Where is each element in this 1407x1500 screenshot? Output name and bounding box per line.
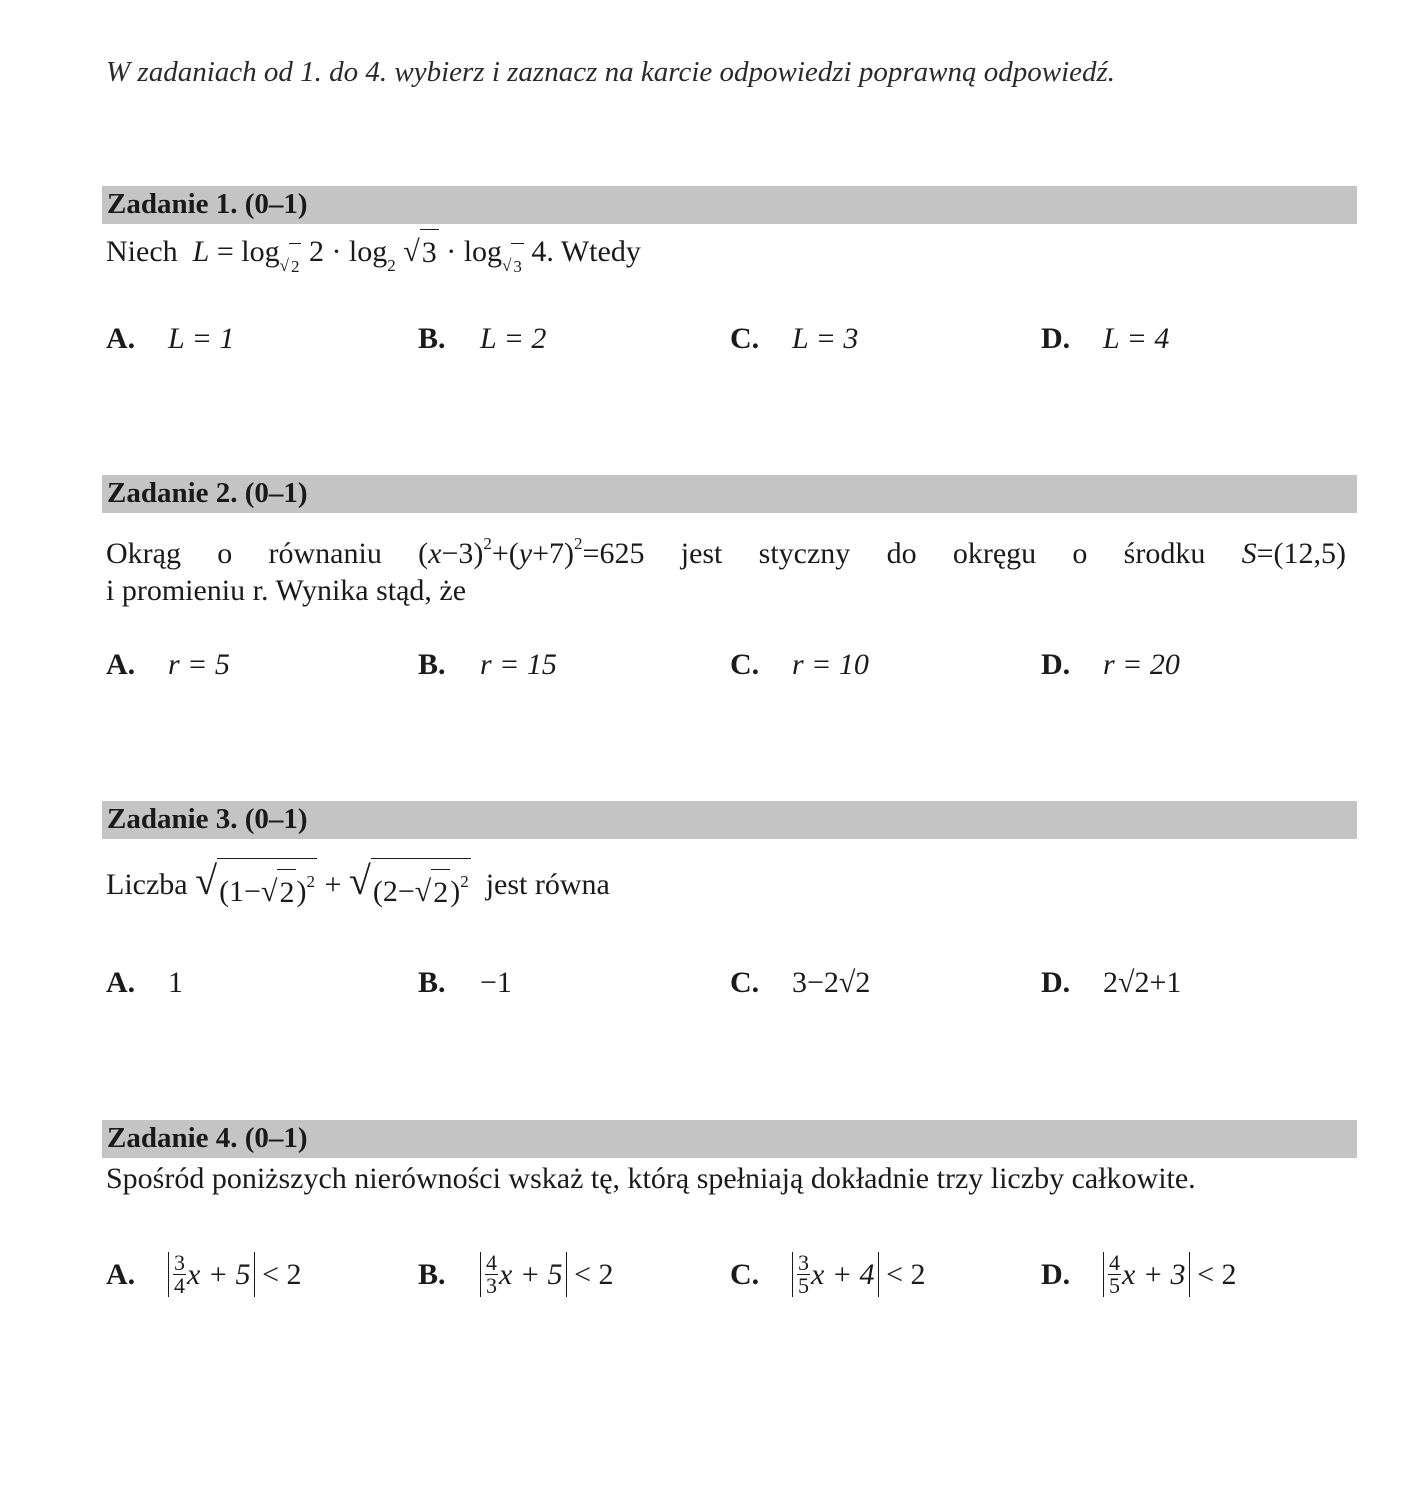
option-text: r = 5: [168, 648, 230, 681]
task-1-stem-prefix: Niech: [106, 235, 178, 268]
denominator: 3: [486, 1273, 497, 1298]
task-1-option-d[interactable]: [1041, 322, 1169, 356]
inequality-rhs: < 2: [262, 1257, 302, 1291]
task-2-circle-equation: $(x-3)^2+(y+7)^2=625$: [418, 534, 645, 570]
expression: x + 5: [499, 1257, 563, 1291]
option-letter: A.: [106, 966, 136, 999]
task-1-option-b[interactable]: [418, 322, 546, 356]
task-2-option-a[interactable]: [106, 648, 230, 682]
option-text: −1: [480, 966, 512, 999]
task-4-header: [102, 1120, 1357, 1158]
task-2-option-d[interactable]: [1041, 648, 1180, 682]
fraction: [485, 1252, 498, 1297]
option-text: 2√2+1: [1103, 966, 1182, 999]
task-4-option-c[interactable]: [730, 1252, 925, 1297]
option-letter: A.: [106, 322, 136, 355]
task-1-option-a[interactable]: [106, 322, 234, 356]
option-letter: D.: [1041, 322, 1071, 355]
task-4-option-a[interactable]: [106, 1252, 301, 1297]
numerator: 3: [798, 1250, 809, 1275]
fraction: [1108, 1252, 1121, 1297]
option-text: r = 15: [480, 648, 557, 681]
denominator: 4: [174, 1273, 185, 1298]
fraction: [173, 1252, 186, 1297]
task-2-option-b[interactable]: [418, 648, 557, 682]
task-2-header: [102, 475, 1357, 513]
option-letter: C.: [730, 322, 760, 355]
task-3-stem-suffix: jest równa: [485, 868, 610, 901]
option-text: r = 20: [1103, 648, 1180, 681]
task-2-stem-line-2: i promieniu r. Wynika stąd, że: [106, 574, 467, 607]
option-letter: B.: [418, 648, 446, 681]
task-3-expression: √ (1− √ 2 )$^2$ + √ (2− √ 2 )$^2$: [195, 868, 471, 901]
option-text: r = 10: [792, 648, 869, 681]
task-3-option-a[interactable]: [106, 966, 183, 1000]
task-3-stem-prefix: Liczba: [106, 868, 188, 901]
option-letter: B.: [418, 322, 446, 355]
inequality-rhs: < 2: [1197, 1257, 1237, 1291]
expression: x + 5: [187, 1257, 251, 1291]
option-letter: B.: [418, 966, 446, 999]
task-2-center-point: S=(12,5): [1241, 537, 1347, 570]
option-letter: A.: [106, 1257, 136, 1291]
denominator: 5: [798, 1273, 809, 1298]
numerator: 4: [486, 1250, 497, 1275]
task-3-stem: [106, 858, 610, 916]
task-3-option-c[interactable]: [730, 966, 870, 1000]
option-letter: C.: [730, 1257, 760, 1291]
task-2-stem-middle: jest styczny do okręgu o środku: [680, 537, 1206, 570]
task-3-header: [102, 801, 1357, 839]
task-1-stem: [106, 229, 641, 290]
absolute-value: [480, 1252, 567, 1297]
absolute-value: [1103, 1252, 1190, 1297]
expression: x + 4: [811, 1257, 875, 1291]
task-1-stem-suffix: . Wtedy: [546, 235, 641, 268]
task-3-option-b[interactable]: [418, 966, 512, 1000]
task-4-option-d[interactable]: [1041, 1252, 1236, 1297]
option-letter: D.: [1041, 966, 1071, 999]
option-letter: C.: [730, 648, 760, 681]
option-letter: D.: [1041, 648, 1071, 681]
task-4-stem: Spośród poniższych nierówności wskaż tę, którą spełniają dokładnie trzy liczby całkowite.: [106, 1162, 1196, 1195]
option-text: 3−2√2: [792, 966, 871, 999]
option-letter: A.: [106, 648, 136, 681]
inequality-rhs: < 2: [574, 1257, 614, 1291]
denominator: 5: [1109, 1273, 1120, 1298]
option-letter: D.: [1041, 1257, 1071, 1291]
task-1-formula: L = log $_{√ 2}$ $2 \cdot \log_2$ √ 3 · log $_{√ 3}$ 4: [193, 235, 547, 268]
absolute-value: [792, 1252, 879, 1297]
task-1-option-c[interactable]: [730, 322, 858, 356]
task-2-title: Zadanie 2. (0–1): [107, 477, 308, 509]
numerator: 4: [1109, 1250, 1120, 1275]
task-3-title: Zadanie 3. (0–1): [107, 803, 308, 835]
task-1-title: Zadanie 1. (0–1): [107, 188, 308, 220]
option-text: L = 1: [168, 322, 235, 355]
option-text: L = 2: [480, 322, 547, 355]
option-letter: B.: [418, 1257, 446, 1291]
task-4-option-b[interactable]: [418, 1252, 613, 1297]
inequality-rhs: < 2: [886, 1257, 926, 1291]
task-1-header: [102, 186, 1357, 224]
instructions: W zadaniach od 1. do 4. wybierz i zaznacz na karcie odpowiedzi poprawną odpowiedź.: [106, 56, 1116, 88]
option-text: 1: [168, 966, 183, 999]
option-letter: C.: [730, 966, 760, 999]
option-text: L = 4: [1103, 322, 1170, 355]
task-2-option-c[interactable]: [730, 648, 869, 682]
task-4-title: Zadanie 4. (0–1): [107, 1122, 308, 1154]
absolute-value: [168, 1252, 255, 1297]
task-3-option-d[interactable]: [1041, 966, 1181, 1000]
option-text: L = 3: [792, 322, 859, 355]
numerator: 3: [174, 1250, 185, 1275]
task-2-stem-prefix: Okrąg o równaniu: [106, 537, 382, 570]
fraction: [797, 1252, 810, 1297]
expression: x + 3: [1122, 1257, 1186, 1291]
